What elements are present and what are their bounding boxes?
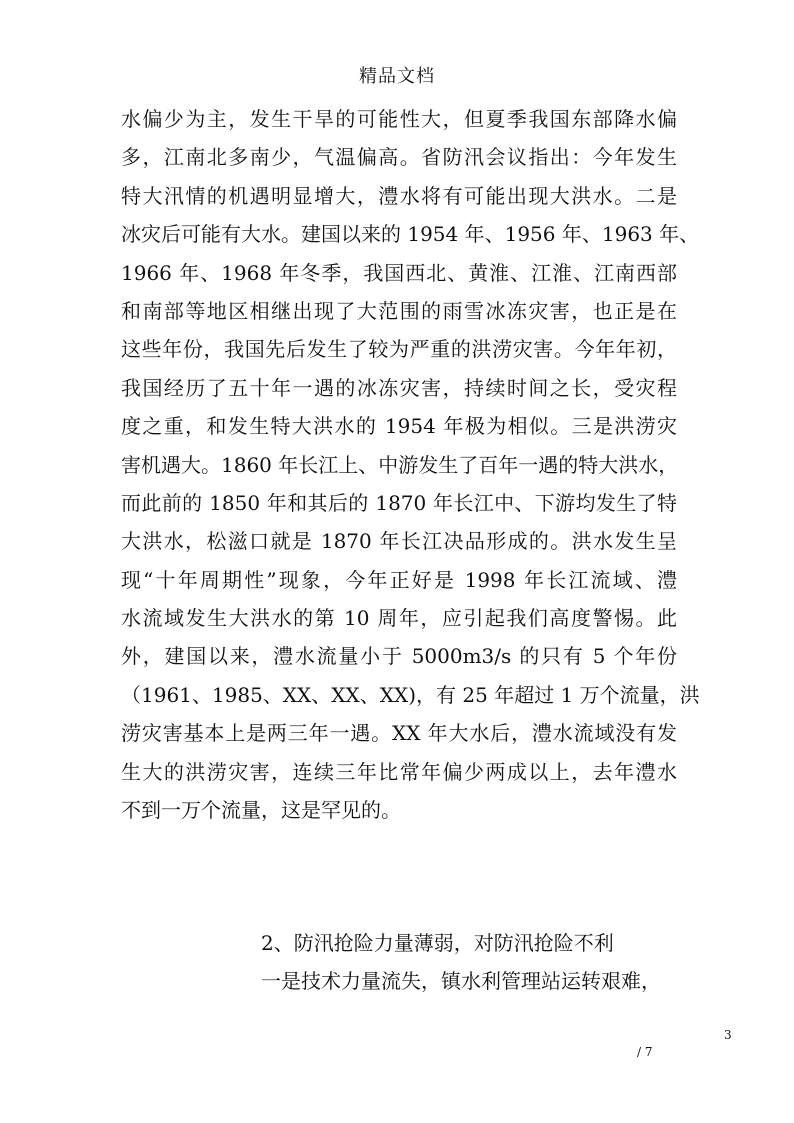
text-line: 现“十年周期性”现象，今年正好是 1998 年长江流域、澧 [121, 567, 677, 592]
text-line: 外，建国以来，澧水流量小于 5000m3/s 的只有 5 个年份 [121, 644, 677, 669]
text-line: 水流域发生大洪水的第 10 周年，应引起我们高度警惕。此 [121, 606, 677, 631]
text-line: 这些年份，我国先后发生了较为严重的洪涝灾害。今年年初， [121, 337, 677, 362]
section-block [121, 924, 677, 1001]
text-line: 我国经历了五十年一遇的冰冻灾害，持续时间之长，受灾程 [121, 375, 677, 400]
text-line: 多，江南北多南少，气温偏高。省防汛会议指出：今年发生 [121, 145, 677, 170]
text-line: 生大的洪涝灾害，连续三年比常年偏少两成以上，去年澧水 [121, 759, 677, 784]
page-number: 3 [724, 1028, 732, 1042]
text-line: 特大汛情的机遇明显增大，澧水将有可能出现大洪水。二是 [121, 183, 677, 208]
text-line: （1961、1985、XX、XX、XX)，有 25 年超过 1 万个流量，洪 [121, 682, 700, 707]
text-line: 涝灾害基本上是两三年一遇。XX 年大水后，澧水流域没有发 [121, 721, 677, 746]
text-line: 大洪水，松滋口就是 1870 年长江决品形成的。洪水发生呈 [121, 529, 677, 554]
text-line: 1966 年、1968 年冬季，我国西北、黄淮、江淮、江南西部 [121, 260, 677, 285]
section-first-line: 一是技术力量流失，镇水利管理站运转艰难， [261, 969, 661, 994]
text-line: 度之重，和发生特大洪水的 1954 年极为相似。三是洪涝灾 [121, 414, 677, 439]
text-line: 冰灾后可能有大水。建国以来的 1954 年、1956 年、1963 年、 [121, 222, 700, 247]
text-line: 和南部等地区相继出现了大范围的雨雪冰冻灾害，也正是在 [121, 298, 677, 323]
page-total: / 7 [637, 1045, 653, 1059]
text-line: 而此前的 1850 年和其后的 1870 年长江中、下游均发生了特 [121, 490, 677, 515]
section-heading: 2、防汛抢险力量薄弱，对防汛抢险不利 [261, 931, 614, 955]
text-line: 水偏少为主，发生干旱的可能性大，但夏季我国东部降水偏 [121, 107, 677, 131]
text-line: 害机遇大。1860 年长江上、中游发生了百年一遇的特大洪水， [121, 452, 679, 477]
text-line: 不到一万个流量，这是罕见的。 [121, 798, 401, 823]
body-paragraph [121, 100, 700, 829]
document-header-title: 精品文档 [359, 66, 435, 87]
